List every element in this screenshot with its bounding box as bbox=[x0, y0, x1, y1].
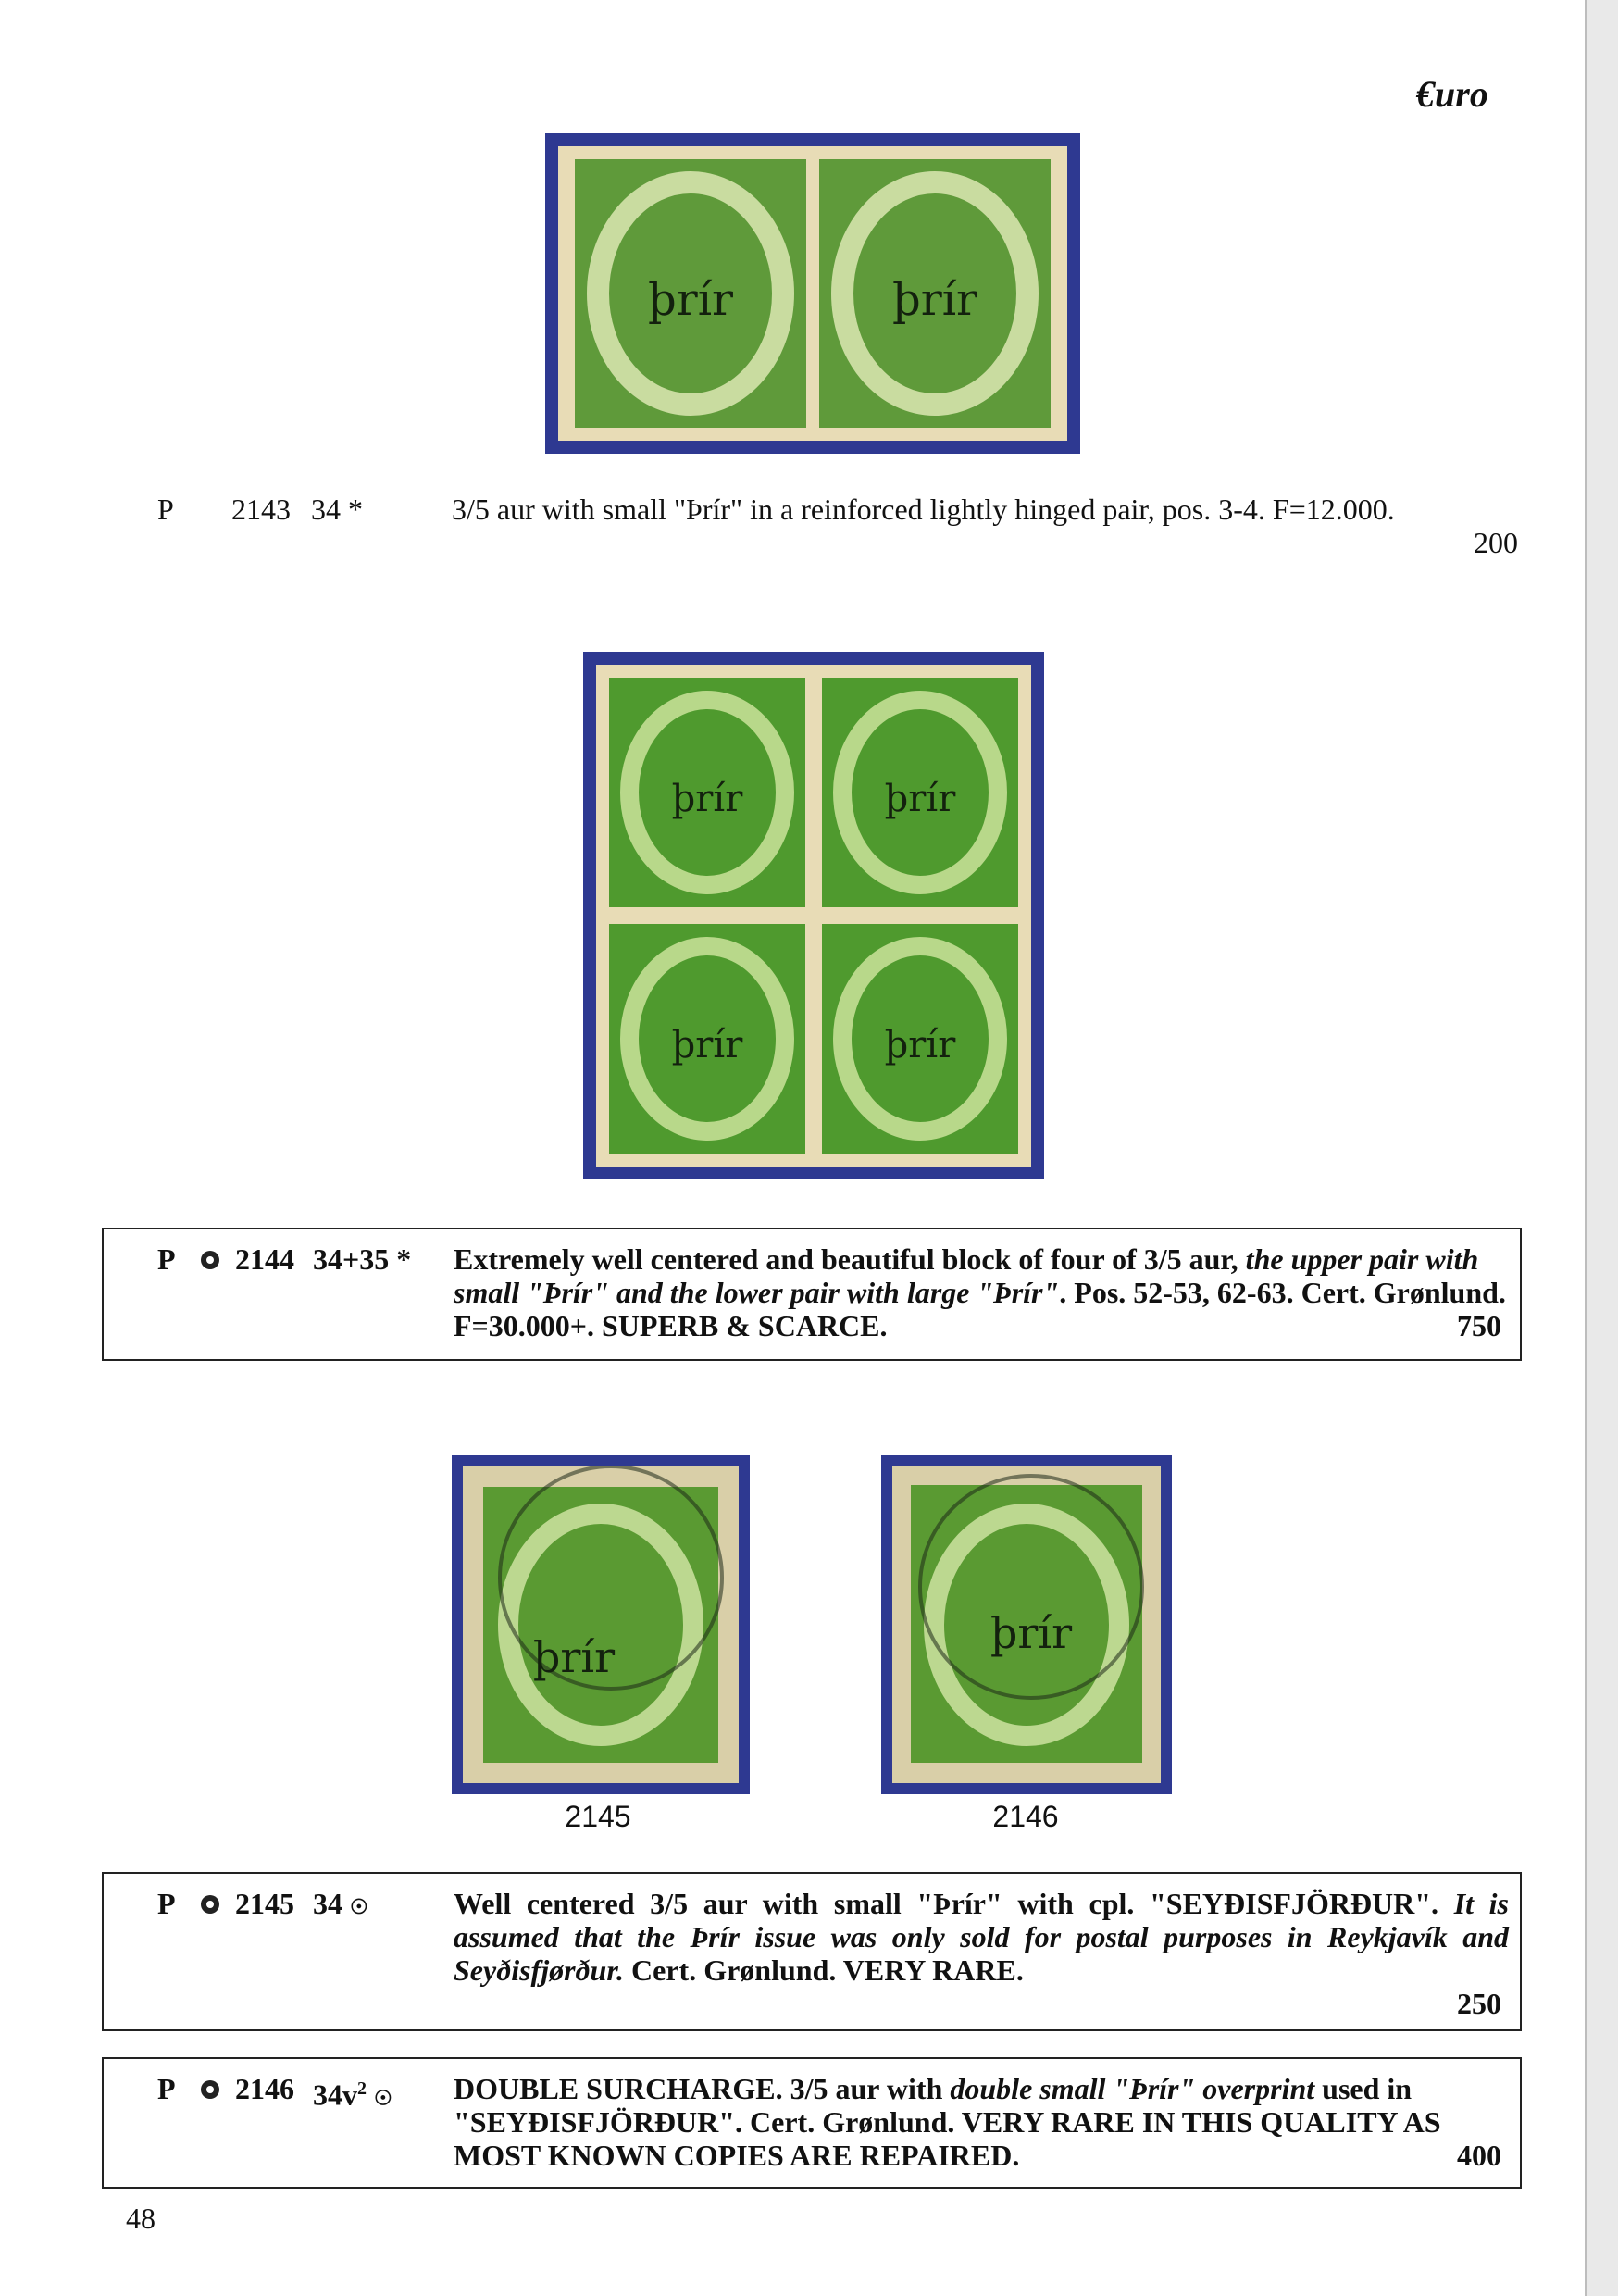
currency-label: €uro bbox=[1416, 73, 1488, 115]
description-part: Well centered 3/5 aur with small "Þrír" with cpl. "SEYÐISFJÖRÐUR". bbox=[454, 1887, 1454, 1920]
photo-icon bbox=[200, 1250, 220, 1270]
lot-description bbox=[454, 2072, 1509, 2172]
catalog-superscript: 2 bbox=[357, 2078, 367, 2099]
description-part: Extremely well centered and beautiful block of four of 3/5 aur, bbox=[454, 1242, 1246, 1276]
stamp-block-graphic bbox=[596, 665, 1031, 1167]
lot-number: 2146 bbox=[235, 2072, 294, 2105]
lot-price: 250 bbox=[1457, 1987, 1501, 2020]
description-italic: the upper pair with small "Þrír" and the lower pair with large "Þrír" bbox=[454, 1242, 1479, 1309]
lot-number: 2143 bbox=[231, 493, 291, 526]
stamp-pair-graphic bbox=[558, 146, 1067, 441]
image-caption-2145: 2145 bbox=[565, 1800, 631, 1833]
overprint-text: þrír bbox=[648, 274, 733, 326]
overprint-text: þrír bbox=[884, 778, 956, 820]
description-italic: It is assumed that the Þrír issue was only sold for postal purposes in Reykjavík and Seyðisfjørður. bbox=[454, 1887, 1510, 1987]
stamp-bottom-right bbox=[822, 924, 1018, 1154]
lot-catalog-number bbox=[313, 1887, 368, 1924]
lot-price: 400 bbox=[1457, 2139, 1501, 2172]
lot-catalog-number: 34+35 * bbox=[313, 1242, 412, 1276]
lot-2146 bbox=[102, 2057, 1522, 2189]
photo-icon bbox=[200, 2079, 220, 2100]
lot-number: 2144 bbox=[235, 1242, 294, 1276]
overprint-text: þrír bbox=[671, 1024, 743, 1067]
lot-number: 2145 bbox=[235, 1887, 294, 1920]
description-part: DOUBLE SURCHARGE. 3/5 aur with bbox=[454, 2072, 951, 2105]
overprint-text: þrír bbox=[532, 1632, 616, 1682]
lot-prefix: P bbox=[157, 1242, 176, 1276]
stamp-bottom-left bbox=[609, 924, 805, 1154]
stamp-right bbox=[819, 159, 1051, 428]
lot-2145 bbox=[102, 1872, 1522, 2031]
lot-prefix: P bbox=[157, 2072, 176, 2105]
lot-catalog-number bbox=[313, 2072, 392, 2115]
overprint-text: þrír bbox=[671, 778, 743, 820]
stamp-image-2146 bbox=[881, 1455, 1172, 1794]
catalog-text: 34v bbox=[313, 2078, 357, 2112]
stamp-image-pair-2143 bbox=[545, 133, 1080, 454]
lot-prefix: P bbox=[157, 1887, 176, 1920]
description-part: Cert. Grønlund. VERY RARE. bbox=[624, 1953, 1024, 1987]
description-part: used in "SEYÐISFJÖRÐUR". Cert. Grønlund. VERY RARE IN THIS QUALITY AS MOST KNOWN COPIES ARE REPAIRED. bbox=[454, 2072, 1441, 2172]
lot-2143 bbox=[102, 493, 1518, 567]
description-italic: double small "Þrír" overprint bbox=[950, 2072, 1315, 2105]
lot-description: 3/5 aur with small "Þrír" in a reinforced lightly hinged pair, pos. 3-4. F=12.000. bbox=[452, 493, 1395, 526]
stamp-left bbox=[575, 159, 806, 428]
used-cancel-icon: ☉ bbox=[350, 1895, 368, 1918]
lot-2144 bbox=[102, 1228, 1522, 1361]
stamp-image-block-2144 bbox=[583, 652, 1044, 1179]
lot-price: 750 bbox=[1457, 1309, 1501, 1342]
overprint-text: þrír bbox=[884, 1024, 956, 1067]
description-part: . Pos. 52-53, 62-63. Cert. Grønlund. F=30.000+. SUPERB & SCARCE. bbox=[454, 1276, 1506, 1342]
stamp-single-graphic bbox=[892, 1466, 1161, 1783]
overprint-text: þrír bbox=[892, 274, 977, 326]
image-caption-2146: 2146 bbox=[992, 1800, 1059, 1833]
stamp-single-graphic bbox=[463, 1466, 739, 1783]
lot-price: 200 bbox=[1474, 526, 1518, 559]
lot-description bbox=[454, 1242, 1509, 1342]
lot-description bbox=[454, 1887, 1509, 1987]
overprint-text: þrír bbox=[989, 1608, 1073, 1658]
photo-icon bbox=[200, 1894, 220, 1915]
catalog-text: 34 bbox=[313, 1887, 342, 1920]
stamp-top-left bbox=[609, 678, 805, 907]
lot-prefix: P bbox=[157, 493, 174, 526]
used-cancel-icon: ☉ bbox=[374, 2086, 392, 2110]
page-number: 48 bbox=[126, 2202, 156, 2235]
stamp-top-right bbox=[822, 678, 1018, 907]
stamp-image-2145 bbox=[452, 1455, 750, 1794]
lot-catalog-number: 34 * bbox=[311, 493, 363, 526]
